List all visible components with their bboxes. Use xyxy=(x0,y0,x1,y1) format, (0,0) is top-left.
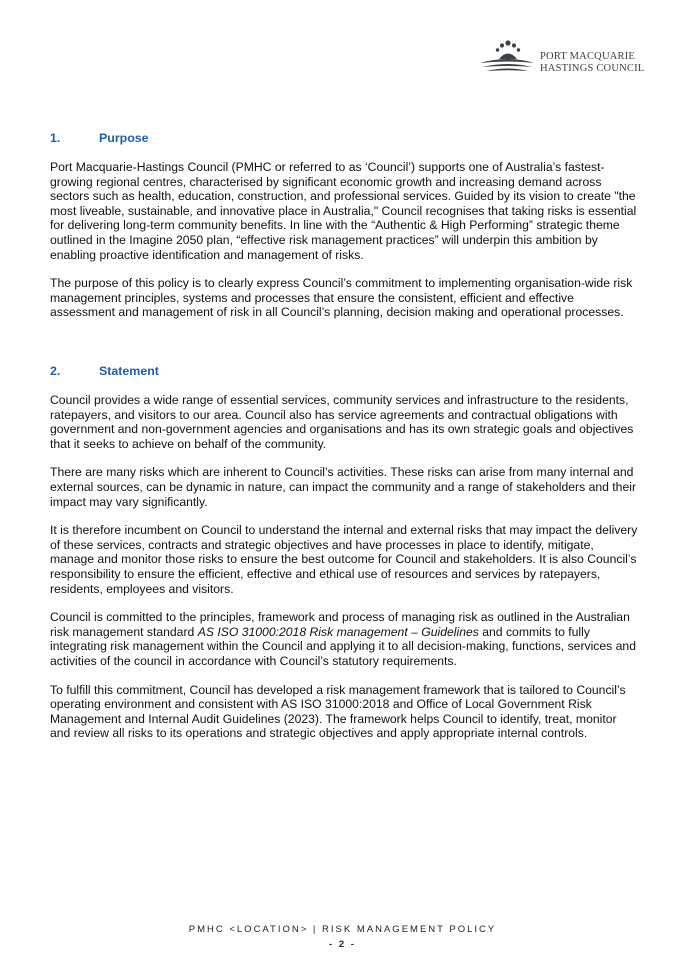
section-number: 1. xyxy=(50,131,61,145)
section-purpose xyxy=(50,131,640,320)
section-heading xyxy=(50,364,640,380)
paragraph: Council provides a wide range of essential services, community services and infrastructure to the residents, ratepayers, and visitors to our area. Council also has service agreements and contractual obligations with government and non-government agencies and organisations and has its own strategic goals and objectives that it seeks to achieve on behalf of the community. xyxy=(50,393,634,451)
page-footer: PMHC <LOCATION> | RISK MANAGEMENT POLICY xyxy=(188,924,497,935)
logo-line-1: PORT MACQUARIE xyxy=(540,51,636,62)
paragraph: Port Macquarie-Hastings Council (PMHC or referred to as ‘Council’) supports one of Australia’s fastest-growing regional centres, characterised by significant economic growth and increasing demand across sectors such as health, education, construction, and professional services. Guided by its vision to create "the most liveable, sustainable, and innovative place in Australia," Council recognises that taking risks is essential for delivering long-term community benefits. In line with the “Authentic & High Performing” strategic theme outlined in the Imagine 2050 plan, “effective risk management practices” will underpin this ambition by enabling proactive identification and management of risks. xyxy=(50,160,637,262)
section-number: 2. xyxy=(50,364,61,378)
section-title: Purpose xyxy=(99,131,149,145)
council-logo xyxy=(478,39,648,79)
paragraph-text: and commits to fully integrating risk management within the Council and applying it to all decision-making, functions, services and activities of the council in accordance with Council’s statutory requirements. xyxy=(50,624,636,668)
logo-line-2: HASTINGS COUNCIL xyxy=(540,62,645,74)
page-number: - 2 - xyxy=(329,939,356,950)
paragraph: The purpose of this policy is to clearly express Council’s commitment to implementing organisation-wide risk management principles, systems and processes that ensure the consistent, efficient and effective assessment and management of risk in all Council’s planning, decision making and operational processes. xyxy=(50,276,633,320)
paragraph: There are many risks which are inherent to Council’s activities. These risks can arise from many internal and external sources, can be dynamic in nature, can impact the community and a range of stakeholders and their impact may vary significantly. xyxy=(50,465,636,509)
section-statement xyxy=(50,364,640,741)
paragraph: It is therefore incumbent on Council to understand the internal and external risks that may impact the delivery of these services, contracts and strategic objectives and have processes in place to identify, mitigate, manage and monitor those risks to ensure the best outcome for Council and stakeholders. It is also Council’s responsibility to ensure the efficient, effective and ethical use of resources and services by ratepayers, residents, employees and visitors. xyxy=(50,523,638,596)
paragraph: To fulfill this commitment, Council has developed a risk management framework that is tailored to Council’s operating environment and consistent with AS ISO 31000:2018 and Office of Local Government Risk Management and Internal Audit Guidelines (2023). The framework helps Council to identify, treat, monitor and review all risks to its operations and strategic objectives and apply appropriate internal controls. xyxy=(50,682,626,741)
section-heading xyxy=(50,131,640,147)
paragraph xyxy=(50,610,640,668)
paragraph-text: Council is committed to the principles, framework and process of managing risk as outlined in the Australian risk management standard xyxy=(50,610,630,639)
standard-title: AS ISO 31000:2018 Risk management – Guidelines xyxy=(197,624,479,639)
section-title: Statement xyxy=(99,364,159,378)
council-emblem-icon xyxy=(478,39,536,77)
